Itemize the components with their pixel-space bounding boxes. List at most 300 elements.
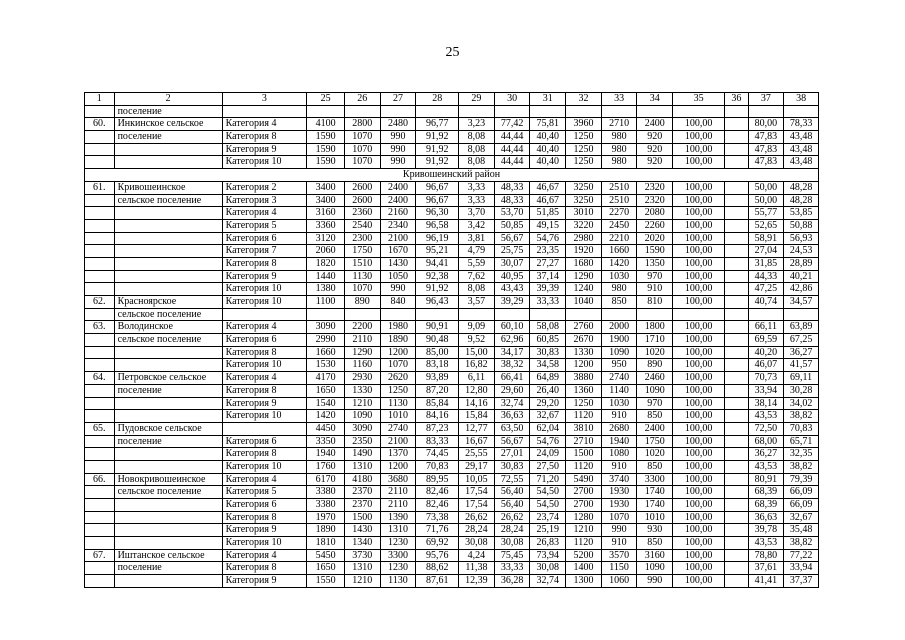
table-row [85, 422, 819, 435]
value-cell: 3810 [566, 422, 602, 435]
value-cell: 3250 [566, 194, 602, 207]
value-cell: 3960 [566, 118, 602, 131]
value-cell: 60,10 [494, 321, 530, 334]
value-cell: 1020 [637, 346, 673, 359]
table-row [85, 321, 819, 334]
value-cell: 54,76 [530, 232, 566, 245]
value-cell: 30,28 [784, 384, 819, 397]
value-cell [725, 346, 748, 359]
value-cell: 100,00 [673, 283, 725, 296]
value-cell: 100,00 [673, 397, 725, 410]
table-row [85, 270, 819, 283]
header-cell: 29 [459, 93, 495, 106]
value-cell: 1650 [307, 562, 345, 575]
settlement-name-cell: сельское поселение [114, 194, 222, 207]
value-cell: 77,22 [784, 549, 819, 562]
value-cell: 1940 [601, 435, 637, 448]
value-cell: 1200 [566, 359, 602, 372]
value-cell: 100,00 [673, 372, 725, 385]
value-cell: 30,83 [494, 460, 530, 473]
value-cell: 1820 [307, 257, 345, 270]
value-cell: 56,40 [494, 499, 530, 512]
row-number-cell [85, 524, 115, 537]
value-cell [459, 105, 495, 118]
value-cell: 100,00 [673, 435, 725, 448]
row-number-cell [85, 308, 115, 321]
value-cell: 2060 [307, 245, 345, 258]
value-cell: 54,50 [530, 499, 566, 512]
value-cell: 30,07 [494, 257, 530, 270]
value-cell: 78,80 [748, 549, 784, 562]
value-cell: 100,00 [673, 346, 725, 359]
row-number-cell [85, 435, 115, 448]
settlement-name-cell [114, 460, 222, 473]
value-cell: 41,57 [784, 359, 819, 372]
value-cell: 91,92 [416, 156, 459, 169]
value-cell [725, 131, 748, 144]
value-cell: 1650 [307, 384, 345, 397]
value-cell: 35,48 [784, 524, 819, 537]
value-cell: 11,38 [459, 562, 495, 575]
settlement-name-cell [114, 359, 222, 372]
table-row [85, 473, 819, 486]
value-cell [725, 537, 748, 550]
settlement-name-cell: Красноярское [114, 296, 222, 309]
value-cell: 12,77 [459, 422, 495, 435]
value-cell: 100,00 [673, 232, 725, 245]
value-cell: 980 [601, 156, 637, 169]
value-cell: 36,28 [494, 575, 530, 588]
settlement-name-cell: Петровское сельское [114, 372, 222, 385]
value-cell [725, 232, 748, 245]
value-cell: 29,20 [530, 397, 566, 410]
value-cell: 1120 [566, 460, 602, 473]
category-cell: Категория 6 [222, 334, 307, 347]
value-cell: 1250 [566, 143, 602, 156]
value-cell: 3740 [601, 473, 637, 486]
row-number-cell [85, 448, 115, 461]
value-cell: 980 [601, 143, 637, 156]
value-cell: 990 [637, 575, 673, 588]
header-cell: 33 [601, 93, 637, 106]
row-number-cell [85, 397, 115, 410]
value-cell: 2680 [601, 422, 637, 435]
value-cell: 1430 [380, 257, 416, 270]
value-cell: 970 [637, 270, 673, 283]
section-title: Кривошеинский район [85, 169, 819, 182]
row-number-cell [85, 156, 115, 169]
value-cell: 1750 [344, 245, 380, 258]
value-cell: 100,00 [673, 219, 725, 232]
table-row [85, 296, 819, 309]
value-cell: 1090 [637, 562, 673, 575]
value-cell: 87,23 [416, 422, 459, 435]
table-row [85, 435, 819, 448]
value-cell [725, 270, 748, 283]
value-cell: 38,14 [748, 397, 784, 410]
value-cell: 69,92 [416, 537, 459, 550]
value-cell: 55,77 [748, 207, 784, 220]
value-cell: 40,74 [748, 296, 784, 309]
value-cell [725, 486, 748, 499]
value-cell: 32,74 [494, 397, 530, 410]
value-cell: 8,08 [459, 131, 495, 144]
value-cell: 75,81 [530, 118, 566, 131]
header-cell: 25 [307, 93, 345, 106]
value-cell: 2270 [601, 207, 637, 220]
value-cell: 2620 [380, 372, 416, 385]
value-cell: 32,74 [530, 575, 566, 588]
value-cell: 850 [637, 410, 673, 423]
header-cell: 27 [380, 93, 416, 106]
value-cell: 80,00 [748, 118, 784, 131]
value-cell: 36,27 [748, 448, 784, 461]
row-number-cell: 63. [85, 321, 115, 334]
row-number-cell [85, 219, 115, 232]
value-cell: 1420 [601, 257, 637, 270]
value-cell: 1430 [344, 524, 380, 537]
value-cell: 1200 [380, 346, 416, 359]
value-cell [784, 105, 819, 118]
table-row [85, 257, 819, 270]
value-cell: 1680 [566, 257, 602, 270]
value-cell: 30,83 [530, 346, 566, 359]
value-cell: 84,16 [416, 410, 459, 423]
value-cell: 34,58 [530, 359, 566, 372]
table-row [85, 397, 819, 410]
value-cell: 77,42 [494, 118, 530, 131]
settlement-name-cell: поселение [114, 384, 222, 397]
value-cell: 43,53 [748, 460, 784, 473]
row-number-cell [85, 460, 115, 473]
value-cell: 100,00 [673, 359, 725, 372]
value-cell [725, 245, 748, 258]
value-cell: 990 [380, 156, 416, 169]
value-cell: 100,00 [673, 473, 725, 486]
value-cell: 42,86 [784, 283, 819, 296]
row-number-cell [85, 270, 115, 283]
value-cell: 2360 [344, 207, 380, 220]
value-cell: 1310 [380, 524, 416, 537]
value-cell: 34,17 [494, 346, 530, 359]
value-cell: 32,35 [784, 448, 819, 461]
category-cell: Категория 10 [222, 359, 307, 372]
value-cell: 43,48 [784, 131, 819, 144]
table-row [85, 334, 819, 347]
value-cell: 100,00 [673, 422, 725, 435]
table-row [85, 156, 819, 169]
value-cell: 1230 [380, 562, 416, 575]
value-cell: 100,00 [673, 131, 725, 144]
value-cell: 100,00 [673, 410, 725, 423]
value-cell: 32,67 [530, 410, 566, 423]
value-cell: 5200 [566, 549, 602, 562]
row-number-cell [85, 207, 115, 220]
value-cell: 8,08 [459, 143, 495, 156]
settlement-name-cell [114, 524, 222, 537]
value-cell: 2930 [344, 372, 380, 385]
value-cell: 1250 [566, 156, 602, 169]
value-cell: 82,46 [416, 486, 459, 499]
table-row [85, 372, 819, 385]
row-number-cell: 67. [85, 549, 115, 562]
value-cell: 3400 [307, 181, 345, 194]
settlement-name-cell: сельское поселение [114, 334, 222, 347]
header-row [85, 93, 819, 106]
value-cell [725, 194, 748, 207]
row-number-cell [85, 194, 115, 207]
value-cell: 3220 [566, 219, 602, 232]
value-cell: 39,78 [748, 524, 784, 537]
value-cell [307, 308, 345, 321]
value-cell: 2300 [344, 232, 380, 245]
value-cell: 48,28 [784, 194, 819, 207]
value-cell: 2200 [344, 321, 380, 334]
value-cell: 36,63 [748, 511, 784, 524]
value-cell: 38,82 [784, 537, 819, 550]
value-cell: 100,00 [673, 270, 725, 283]
table-row [85, 486, 819, 499]
value-cell: 3,70 [459, 207, 495, 220]
value-cell: 4,79 [459, 245, 495, 258]
value-cell: 82,46 [416, 499, 459, 512]
value-cell: 1070 [344, 143, 380, 156]
value-cell: 100,00 [673, 181, 725, 194]
category-cell: Категория 9 [222, 524, 307, 537]
value-cell: 16,67 [459, 435, 495, 448]
value-cell: 1400 [566, 562, 602, 575]
value-cell: 53,85 [784, 207, 819, 220]
value-cell: 24,09 [530, 448, 566, 461]
value-cell: 890 [344, 296, 380, 309]
value-cell: 980 [601, 283, 637, 296]
value-cell: 30,08 [494, 537, 530, 550]
value-cell: 48,33 [494, 181, 530, 194]
value-cell: 910 [601, 460, 637, 473]
value-cell: 1440 [307, 270, 345, 283]
value-cell: 71,20 [530, 473, 566, 486]
value-cell: 3090 [344, 422, 380, 435]
value-cell: 36,27 [784, 346, 819, 359]
value-cell: 1140 [601, 384, 637, 397]
value-cell [380, 308, 416, 321]
value-cell: 1980 [380, 321, 416, 334]
value-cell: 1040 [566, 296, 602, 309]
value-cell: 2110 [380, 499, 416, 512]
value-cell: 23,74 [530, 511, 566, 524]
value-cell: 26,62 [459, 511, 495, 524]
value-cell: 1660 [601, 245, 637, 258]
header-cell: 37 [748, 93, 784, 106]
settlement-name-cell [114, 537, 222, 550]
value-cell: 920 [637, 156, 673, 169]
value-cell: 54,50 [530, 486, 566, 499]
table-row [85, 131, 819, 144]
settlement-name-cell [114, 410, 222, 423]
value-cell: 96,19 [416, 232, 459, 245]
value-cell: 1070 [344, 283, 380, 296]
value-cell: 950 [601, 359, 637, 372]
value-cell: 2740 [601, 372, 637, 385]
value-cell: 79,39 [784, 473, 819, 486]
value-cell: 43,48 [784, 156, 819, 169]
value-cell: 64,89 [530, 372, 566, 385]
value-cell: 1060 [601, 575, 637, 588]
value-cell: 3380 [307, 486, 345, 499]
value-cell [725, 422, 748, 435]
table-row [85, 219, 819, 232]
value-cell [725, 181, 748, 194]
value-cell: 1360 [566, 384, 602, 397]
value-cell [725, 321, 748, 334]
value-cell: 25,75 [494, 245, 530, 258]
value-cell: 3880 [566, 372, 602, 385]
value-cell: 1250 [566, 397, 602, 410]
value-cell: 89,95 [416, 473, 459, 486]
value-cell [725, 511, 748, 524]
header-cell: 3 [222, 93, 307, 106]
value-cell: 56,67 [494, 435, 530, 448]
value-cell: 37,61 [748, 562, 784, 575]
value-cell: 15,00 [459, 346, 495, 359]
value-cell [725, 156, 748, 169]
table-row [85, 562, 819, 575]
value-cell: 91,92 [416, 131, 459, 144]
value-cell [725, 105, 748, 118]
value-cell: 44,44 [494, 131, 530, 144]
table-row [85, 448, 819, 461]
table-row [85, 537, 819, 550]
value-cell: 28,24 [494, 524, 530, 537]
settlement-name-cell: Иштанское сельское [114, 549, 222, 562]
value-cell: 69,11 [784, 372, 819, 385]
value-cell: 26,40 [530, 384, 566, 397]
value-cell: 58,08 [530, 321, 566, 334]
header-cell: 30 [494, 93, 530, 106]
value-cell: 66,09 [784, 499, 819, 512]
category-cell: Категория 10 [222, 537, 307, 550]
value-cell: 39,39 [530, 283, 566, 296]
value-cell: 1010 [380, 410, 416, 423]
value-cell: 1120 [566, 537, 602, 550]
category-cell [222, 105, 307, 118]
value-cell [416, 308, 459, 321]
category-cell: Категория 4 [222, 372, 307, 385]
value-cell: 3300 [380, 549, 416, 562]
settlement-name-cell [114, 257, 222, 270]
value-cell: 100,00 [673, 549, 725, 562]
value-cell: 2600 [344, 181, 380, 194]
value-cell: 72,55 [494, 473, 530, 486]
value-cell: 4450 [307, 422, 345, 435]
value-cell: 2400 [380, 181, 416, 194]
value-cell: 2080 [637, 207, 673, 220]
settlement-name-cell: Инкинское сельское [114, 118, 222, 131]
value-cell: 1660 [307, 346, 345, 359]
value-cell: 890 [637, 359, 673, 372]
value-cell: 36,63 [494, 410, 530, 423]
row-number-cell: 62. [85, 296, 115, 309]
value-cell [725, 448, 748, 461]
row-number-cell: 65. [85, 422, 115, 435]
value-cell: 6,11 [459, 372, 495, 385]
value-cell: 93,89 [416, 372, 459, 385]
value-cell: 980 [601, 131, 637, 144]
value-cell: 1590 [307, 156, 345, 169]
value-cell: 1390 [380, 511, 416, 524]
value-cell: 70,83 [784, 422, 819, 435]
value-cell: 66,11 [748, 321, 784, 334]
value-cell: 91,92 [416, 143, 459, 156]
value-cell [725, 283, 748, 296]
row-number-cell [85, 410, 115, 423]
value-cell [601, 308, 637, 321]
value-cell: 1740 [637, 486, 673, 499]
settlement-name-cell [114, 232, 222, 245]
value-cell: 38,32 [494, 359, 530, 372]
value-cell: 2400 [380, 194, 416, 207]
value-cell: 27,01 [494, 448, 530, 461]
value-cell: 100,00 [673, 384, 725, 397]
category-cell [222, 422, 307, 435]
value-cell: 100,00 [673, 118, 725, 131]
value-cell: 1020 [637, 448, 673, 461]
category-cell: Категория 8 [222, 562, 307, 575]
value-cell [725, 397, 748, 410]
value-cell [307, 105, 345, 118]
value-cell: 68,00 [748, 435, 784, 448]
value-cell [725, 359, 748, 372]
category-cell: Категория 8 [222, 448, 307, 461]
value-cell: 33,33 [530, 296, 566, 309]
value-cell: 1300 [566, 575, 602, 588]
value-cell [725, 257, 748, 270]
settlement-name-cell: Пудовское сельское [114, 422, 222, 435]
value-cell: 43,43 [494, 283, 530, 296]
header-cell: 26 [344, 93, 380, 106]
category-cell: Категория 6 [222, 232, 307, 245]
value-cell [530, 105, 566, 118]
value-cell: 1590 [307, 131, 345, 144]
category-cell: Категория 4 [222, 207, 307, 220]
value-cell: 73,38 [416, 511, 459, 524]
row-number-cell [85, 257, 115, 270]
table-row [85, 359, 819, 372]
value-cell: 2020 [637, 232, 673, 245]
settlement-name-cell [114, 511, 222, 524]
value-cell: 910 [637, 283, 673, 296]
value-cell: 3730 [344, 549, 380, 562]
value-cell [601, 105, 637, 118]
value-cell: 53,70 [494, 207, 530, 220]
value-cell: 33,94 [784, 562, 819, 575]
header-cell: 1 [85, 93, 115, 106]
value-cell: 5490 [566, 473, 602, 486]
header-cell: 38 [784, 93, 819, 106]
value-cell: 44,33 [748, 270, 784, 283]
category-cell: Категория 8 [222, 346, 307, 359]
value-cell: 66,41 [494, 372, 530, 385]
value-cell: 850 [637, 537, 673, 550]
value-cell: 28,89 [784, 257, 819, 270]
value-cell: 1150 [601, 562, 637, 575]
value-cell: 1290 [566, 270, 602, 283]
table-row [85, 460, 819, 473]
value-cell: 28,24 [459, 524, 495, 537]
value-cell: 1160 [344, 359, 380, 372]
value-cell: 27,27 [530, 257, 566, 270]
value-cell: 37,37 [784, 575, 819, 588]
